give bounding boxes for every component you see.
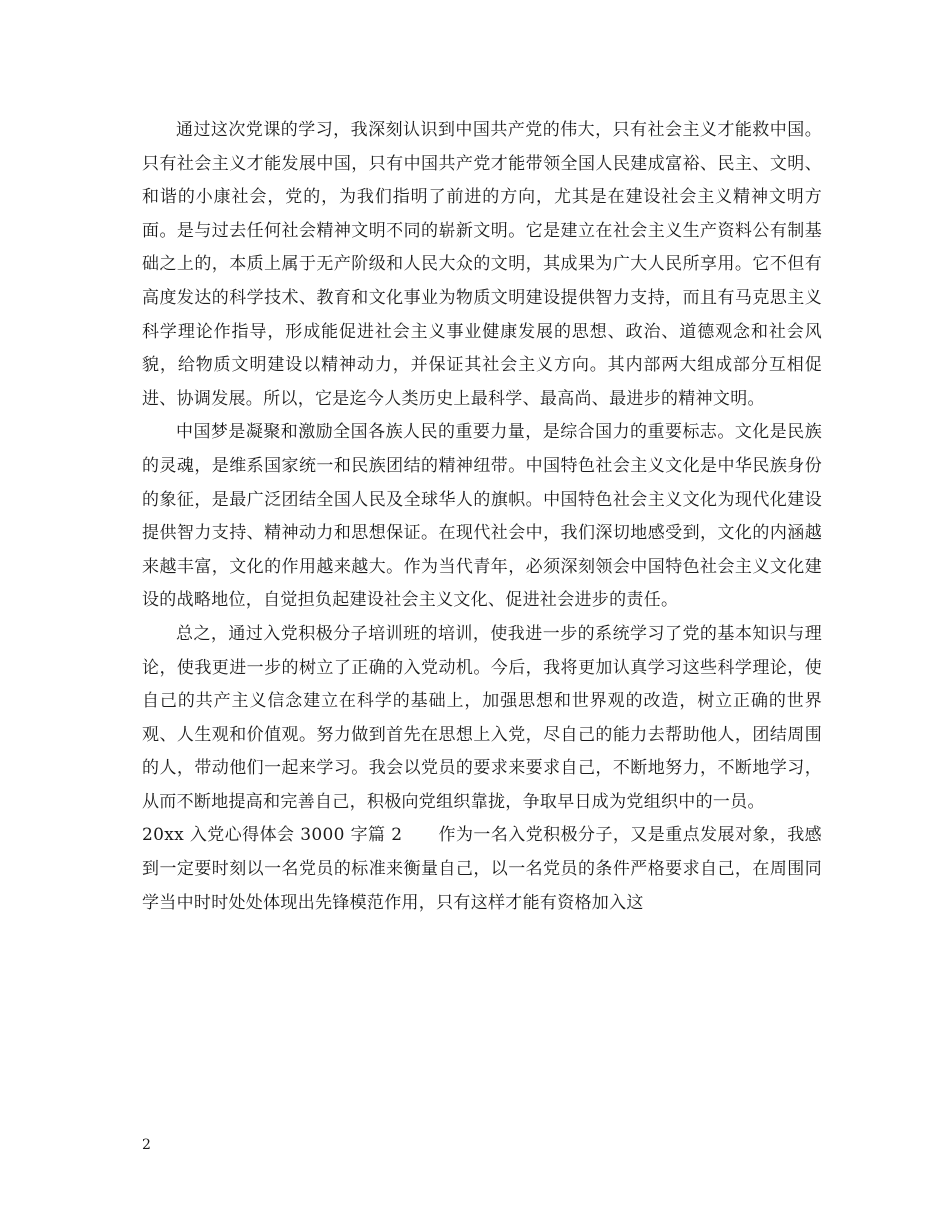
page-number: 2	[142, 1137, 151, 1153]
section-heading: 20xx 入党心得体会 3000 字篇 2	[142, 825, 403, 846]
section-text: 作为一名入党积极分子，又是重点发展对象，我感到一定要时刻以一名党员的标准来衡量自己，以一名党员的条件严格要求自己，在周围同学当中时时处处体现出先锋模范作用，只有这样才能有资格加入这	[142, 825, 822, 913]
paragraph-socialist-civilization: 通过这次党课的学习，我深刻认识到中国共产党的伟大，只有社会主义才能救中国。只有社会主义才能发展中国，只有中国共产党才能带领全国人民建成富裕、民主、文明、和谐的小康社会，党的，为我们指明了前进的方向，尤其是在建设社会主义精神文明方面。是与过去任何社会精神文明不同的崭新文明。它是建立在社会主义生产资料公有制基础之上的，本质上属于无产阶级和人民大众的文明，其成果为广大人民所享用。它不但有高度发达的科学技术、教育和文化事业为物质文明建设提供智力支持，而且有马克思主义科学理论作指导，形成能促进社会主义事业健康发展的思想、政治、道德观念和社会风貌，给物质文明建设以精神动力，并保证其社会主义方向。其内部两大组成部分互相促进、协调发展。所以，它是迄今人类历史上最科学、最高尚、最进步的精神文明。	[142, 120, 822, 409]
section-paragraph	[142, 819, 822, 920]
paragraph-chinese-dream-culture: 中国梦是凝聚和激励全国各族人民的重要力量，是综合国力的重要标志。文化是民族的灵魂，是维系国家统一和民族团结的精神纽带。中国特色社会主义文化是中华民族身份的象征，是最广泛团结全国人民及全球华人的旗帜。中国特色社会主义文化为现代化建设提供智力支持、精神动力和思想保证。在现代社会中，我们深切地感受到，文化的内涵越来越丰富，文化的作用越来越大。作为当代青年，必须深刻领会中国特色社会主义文化建设的战略地位，自觉担负起建设社会主义文化、促进社会进步的责任。	[142, 422, 822, 611]
document-body	[142, 114, 822, 920]
paragraph-conclusion: 总之，通过入党积极分子培训班的培训，使我进一步的系统学习了党的基本知识与理论，使我更进一步的树立了正确的入党动机。今后，我将更加认真学习这些科学理论，使自己的共产主义信念建立在科学的基础上，加强思想和世界观的改造，树立正确的世界观、人生观和价值观。努力做到首先在思想上入党，尽自己的能力去帮助他人，团结周围的人，带动他们一起来学习。我会以党员的要求来要求自己，不断地努力，不断地学习，从而不断地提高和完善自己，积极向党组织靠拢，争取早日成为党组织中的一员。	[142, 623, 822, 812]
